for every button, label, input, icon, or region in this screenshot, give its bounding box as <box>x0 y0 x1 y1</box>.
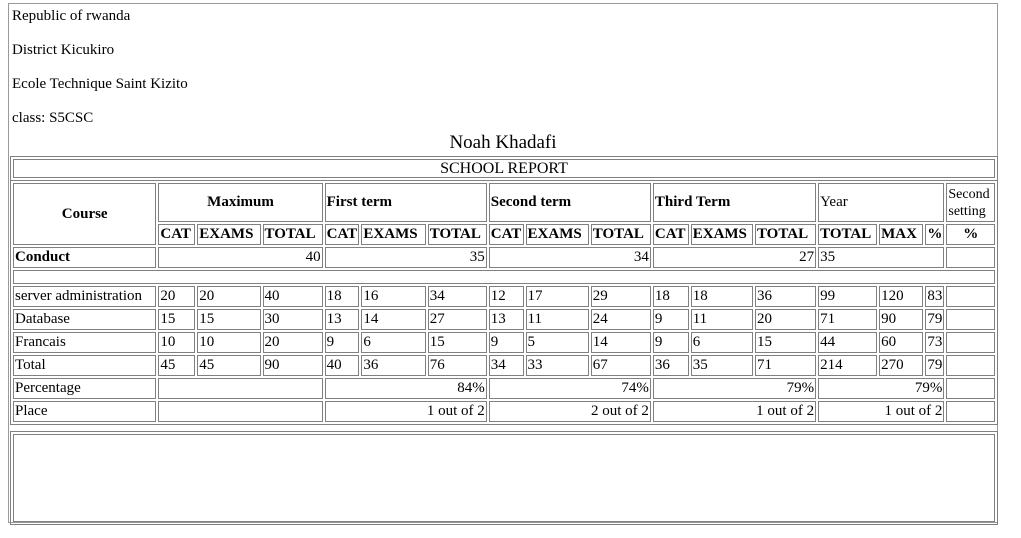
cell <box>946 286 995 307</box>
second-term-header: Second term <box>489 183 651 222</box>
course-row <box>13 309 995 330</box>
cell: 20 <box>197 286 260 307</box>
conduct-row <box>13 247 995 268</box>
year-total-header: TOTAL <box>818 224 877 245</box>
t3-exams-header: EXAMS <box>691 224 753 245</box>
cell: 35 <box>691 355 753 376</box>
grades-table <box>10 180 998 425</box>
t3-cat-header: CAT <box>653 224 689 245</box>
total-row <box>13 355 995 376</box>
cell: 15 <box>428 332 487 353</box>
percentage-second-term: 74% <box>489 378 651 399</box>
cell: 6 <box>691 332 753 353</box>
report-page <box>8 3 998 523</box>
report-title: SCHOOL REPORT <box>13 159 995 178</box>
cell: 5 <box>526 332 589 353</box>
course-name: Francais <box>13 332 156 353</box>
cell: 45 <box>158 355 195 376</box>
cell: 20 <box>158 286 195 307</box>
cell: 15 <box>755 332 816 353</box>
maximum-header: Maximum <box>158 183 322 222</box>
cell: 79 <box>925 355 944 376</box>
cell: 27 <box>428 309 487 330</box>
percentage-first-term: 84% <box>325 378 487 399</box>
cell: 36 <box>653 355 689 376</box>
cell: 14 <box>361 309 425 330</box>
max-cat-header: CAT <box>158 224 195 245</box>
course-name: Database <box>13 309 156 330</box>
place-third-term: 1 out of 2 <box>653 401 816 422</box>
school-line: Ecole Technique Saint Kizito <box>12 76 188 92</box>
cell: 45 <box>197 355 260 376</box>
percentage-third-term: 79% <box>653 378 816 399</box>
cell <box>946 355 995 376</box>
cell: 33 <box>526 355 589 376</box>
cell: 15 <box>197 309 260 330</box>
place-maximum <box>158 401 322 422</box>
conduct-year: 35 <box>818 247 944 268</box>
cell <box>946 309 995 330</box>
country-line: Republic of rwanda <box>12 8 131 24</box>
cell: 67 <box>591 355 651 376</box>
remarks-table <box>10 431 998 525</box>
cell: 36 <box>755 286 816 307</box>
t1-total-header: TOTAL <box>428 224 487 245</box>
percentage-maximum <box>158 378 322 399</box>
cell: 18 <box>653 286 689 307</box>
cell: 44 <box>818 332 877 353</box>
second-setting-pct-header: % <box>946 224 995 245</box>
t1-cat-header: CAT <box>325 224 360 245</box>
cell: 34 <box>489 355 524 376</box>
conduct-second-term: 34 <box>489 247 651 268</box>
course-name: server administration <box>13 286 156 307</box>
t3-total-header: TOTAL <box>755 224 816 245</box>
cell: 11 <box>691 309 753 330</box>
year-pct-header: % <box>925 224 944 245</box>
place-first-term: 1 out of 2 <box>325 401 487 422</box>
place-row <box>13 401 995 422</box>
spacer-cell <box>13 270 995 284</box>
year-max-header: MAX <box>879 224 923 245</box>
cell: 60 <box>879 332 923 353</box>
cell: 90 <box>263 355 323 376</box>
cell: 90 <box>879 309 923 330</box>
remarks-box <box>13 434 995 522</box>
third-term-header: Third Term <box>653 183 816 222</box>
cell: 9 <box>489 332 524 353</box>
course-header: Course <box>13 183 156 245</box>
cell: 24 <box>591 309 651 330</box>
year-header: Year <box>818 183 944 222</box>
cell: 73 <box>925 332 944 353</box>
cell: 6 <box>361 332 425 353</box>
cell: 13 <box>489 309 524 330</box>
cell <box>946 332 995 353</box>
district-line: District Kicukiro <box>12 42 115 58</box>
cell: 14 <box>591 332 651 353</box>
cell: 29 <box>591 286 651 307</box>
percentage-year: 79% <box>818 378 944 399</box>
cell: 16 <box>361 286 425 307</box>
t1-exams-header: EXAMS <box>361 224 425 245</box>
cell: 71 <box>818 309 877 330</box>
cell: 18 <box>325 286 360 307</box>
cell: 18 <box>691 286 753 307</box>
percentage-label: Percentage <box>13 378 156 399</box>
percentage-second-setting <box>946 378 995 399</box>
t2-total-header: TOTAL <box>591 224 651 245</box>
cell: 13 <box>325 309 360 330</box>
cell: 9 <box>325 332 360 353</box>
cell: 71 <box>755 355 816 376</box>
cell: 9 <box>653 309 689 330</box>
conduct-third-term: 27 <box>653 247 816 268</box>
cell: 15 <box>158 309 195 330</box>
conduct-second-setting <box>946 247 995 268</box>
cell: 76 <box>428 355 487 376</box>
second-setting-header: Second setting <box>946 183 995 222</box>
course-row <box>13 286 995 307</box>
cell: 120 <box>879 286 923 307</box>
cell: 83 <box>925 286 944 307</box>
cell: 9 <box>653 332 689 353</box>
cell: 40 <box>263 286 323 307</box>
cell: 11 <box>526 309 589 330</box>
cell: 10 <box>197 332 260 353</box>
spacer-row <box>13 270 995 284</box>
max-total-header: TOTAL <box>263 224 323 245</box>
cell: 20 <box>263 332 323 353</box>
report-title-table <box>10 156 998 181</box>
percentage-row <box>13 378 995 399</box>
cell: 20 <box>755 309 816 330</box>
cell: 17 <box>526 286 589 307</box>
class-line: class: S5CSC <box>12 110 94 126</box>
place-second-setting <box>946 401 995 422</box>
t2-exams-header: EXAMS <box>526 224 589 245</box>
conduct-maximum: 40 <box>158 247 322 268</box>
cell: 270 <box>879 355 923 376</box>
cell: 10 <box>158 332 195 353</box>
cell: 30 <box>263 309 323 330</box>
cell: 36 <box>361 355 425 376</box>
cell: 12 <box>489 286 524 307</box>
first-term-header: First term <box>325 183 487 222</box>
cell: 34 <box>428 286 487 307</box>
student-name: Noah Khadafi <box>449 132 557 153</box>
place-year: 1 out of 2 <box>818 401 944 422</box>
place-label: Place <box>13 401 156 422</box>
course-row <box>13 332 995 353</box>
place-second-term: 2 out of 2 <box>489 401 651 422</box>
cell: 40 <box>325 355 360 376</box>
conduct-first-term: 35 <box>325 247 487 268</box>
t2-cat-header: CAT <box>489 224 524 245</box>
cell: 79 <box>925 309 944 330</box>
cell: 214 <box>818 355 877 376</box>
conduct-label: Conduct <box>13 247 156 268</box>
course-name: Total <box>13 355 156 376</box>
max-exams-header: EXAMS <box>197 224 260 245</box>
cell: 99 <box>818 286 877 307</box>
